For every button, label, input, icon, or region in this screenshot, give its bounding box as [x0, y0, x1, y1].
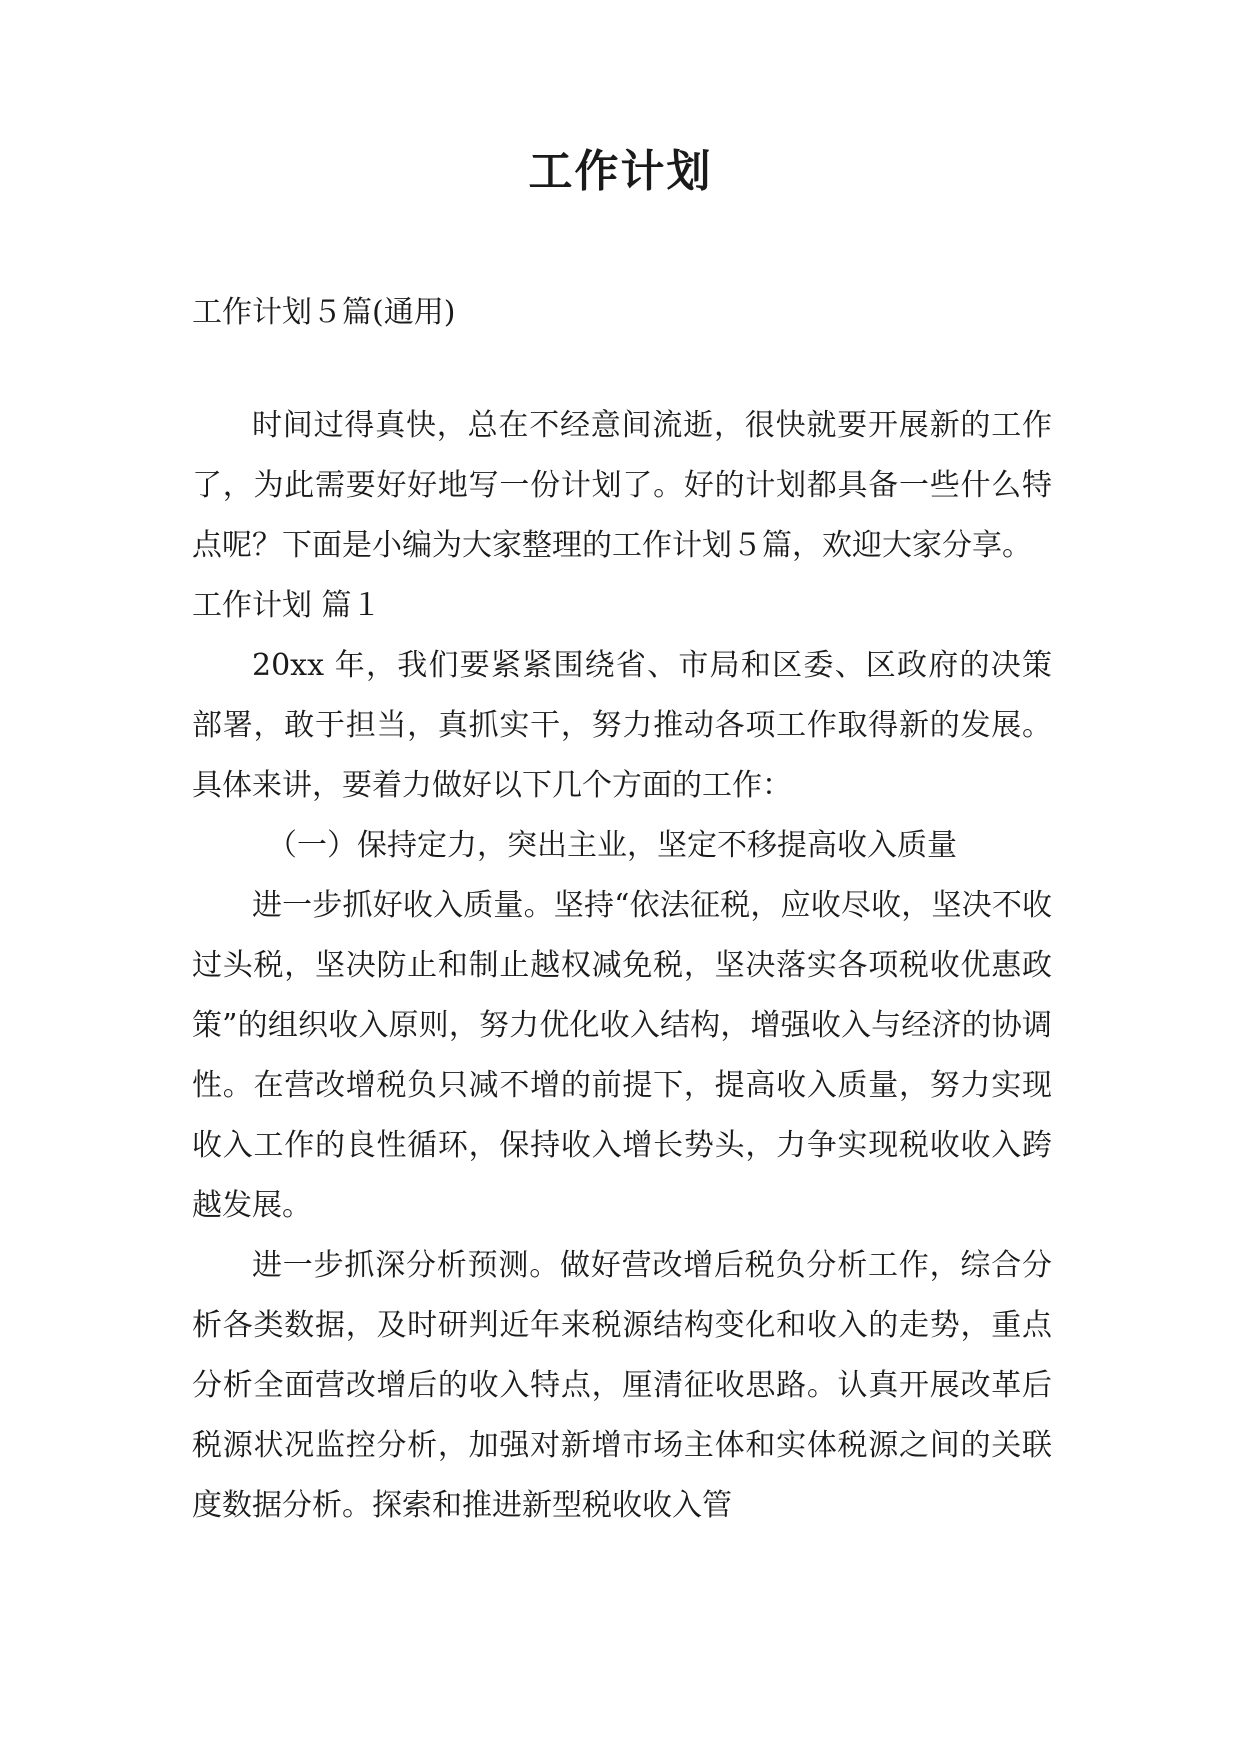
body-paragraph: 20xx 年，我们要紧紧围绕省、市局和区委、区政府的决策部署，敢于担当，真抓实干，努力推动各项工作取得新的发展。具体来讲，要着力做好以下几个方面的工作：: [192, 648, 1052, 803]
subsection-heading: （一）保持定力，突出主业，坚定不移提高收入质量: [267, 828, 957, 863]
document-title: 工作计划: [528, 146, 713, 197]
body-paragraph: 进一步抓好收入质量。坚持“依法征税，应收尽收，坚决不收过头税，坚决防止和制止越权减免税，坚决落实各项税收优惠政策”的组织收入原则，努力优化收入结构，增强收入与经济的协调性。在营改增税负只减不增的前提下，提高收入质量，努力实现收入工作的良性循环，保持收入增长势头，力争实现税收收入跨越发展。: [192, 888, 1052, 1223]
intro-paragraph: 时间过得真快，总在不经意间流逝，很快就要开展新的工作了，为此需要好好地写一份计划了。好的计划都具备一些什么特点呢？下面是小编为大家整理的工作计划５篇，欢迎大家分享。: [192, 408, 1052, 563]
section-heading: 工作计划 篇１: [192, 588, 382, 623]
document-body: [192, 396, 1052, 1536]
body-paragraph: 进一步抓深分析预测。做好营改增后税负分析工作，综合分析各类数据，及时研判近年来税源结构变化和收入的走势，重点分析全面营改增后的收入特点，厘清征收思路。认真开展改革后税源状况监控分析，加强对新增市场主体和实体税源之间的关联度数据分析。探索和推进新型税收收入管: [192, 1248, 1052, 1523]
document-subtitle: 工作计划５篇(通用): [192, 295, 456, 330]
